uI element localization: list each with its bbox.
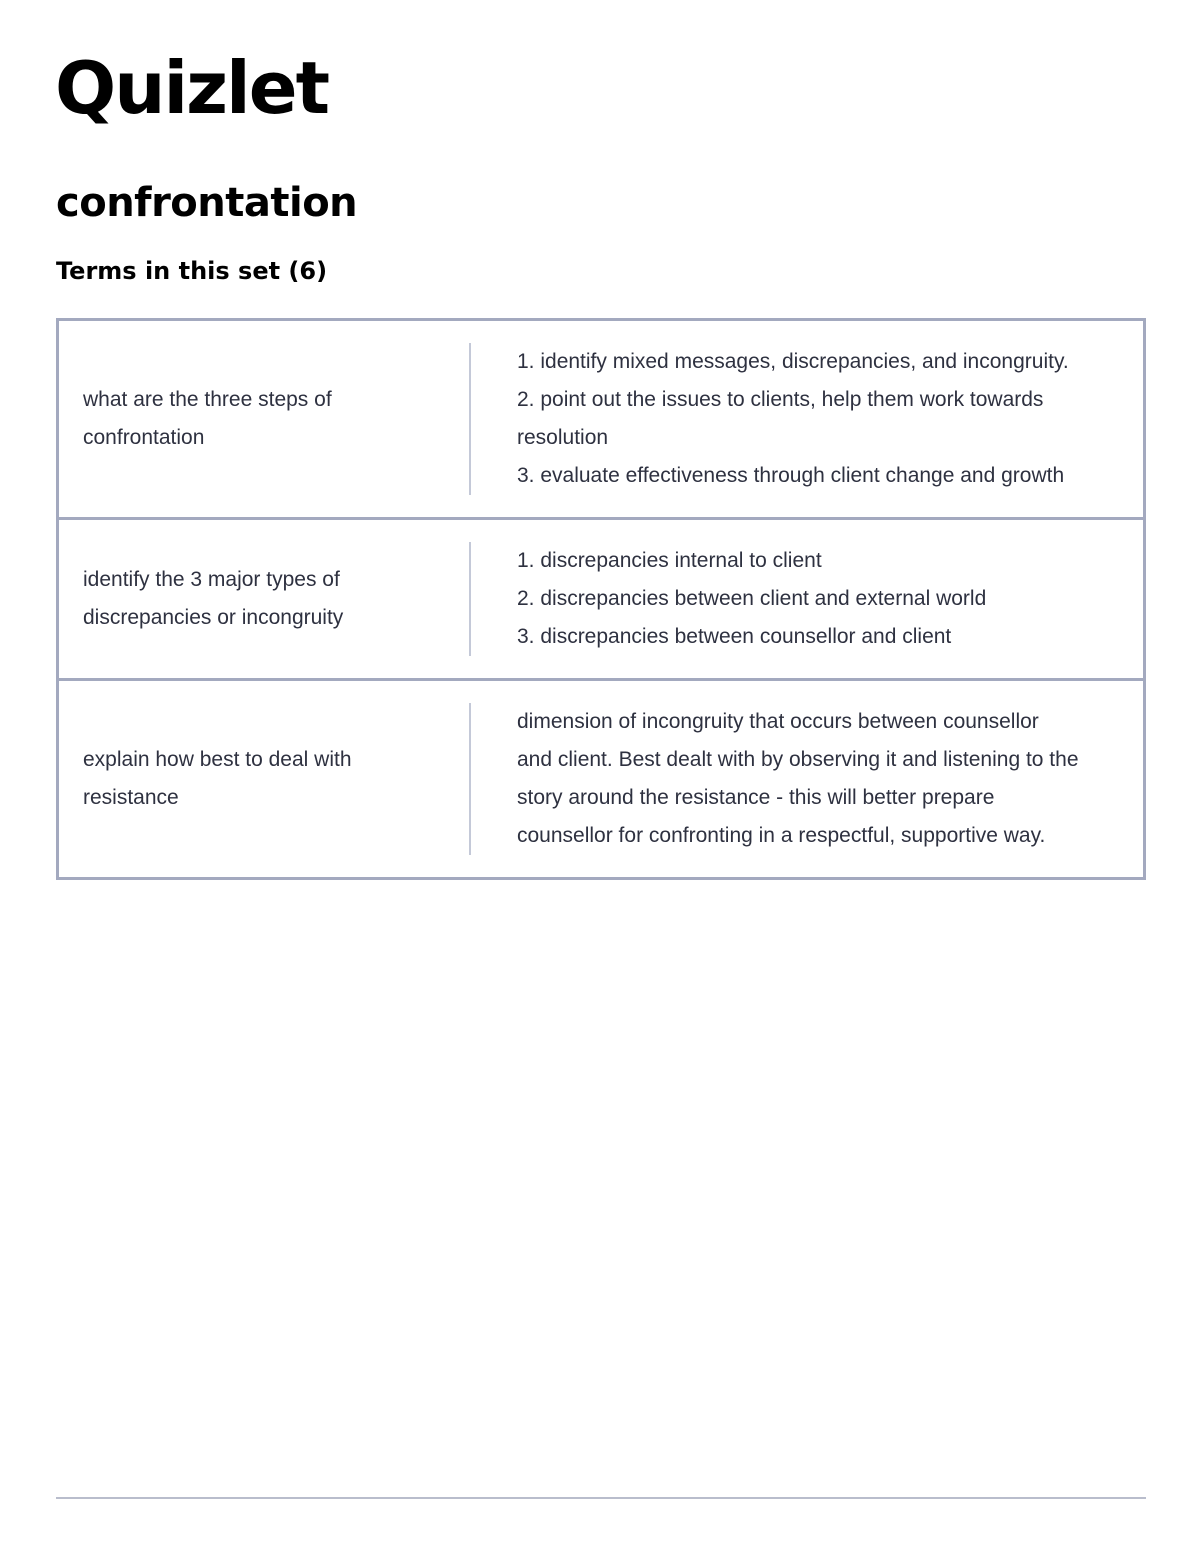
- quizlet-logo: Quizlet: [55, 46, 328, 130]
- flashcard-row: [56, 520, 1146, 681]
- definition-line: 3. discrepancies between counsellor and client: [517, 625, 952, 648]
- definition-line: 3. evaluate effectiveness through client change and growth: [517, 464, 1065, 487]
- definition-line: dimension of incongruity that occurs between counsellor and client. Best dealt with by observing it and listening to the story around the resistance - this will better prepare counsellor for confronting in a respectful, supportive way.: [517, 710, 1079, 847]
- definition-text: [471, 542, 1143, 656]
- definition-line: 2. discrepancies between client and external world: [517, 587, 987, 610]
- definition-line: 2. point out the issues to clients, help them work towards resolution: [517, 388, 1044, 449]
- set-title: confrontation: [56, 180, 358, 226]
- definition-line: 1. identify mixed messages, discrepancies, and incongruity.: [517, 350, 1069, 373]
- definition-text: [471, 343, 1143, 495]
- flashcard-list: [56, 318, 1146, 880]
- terms-heading: Terms in this set (6): [56, 257, 328, 285]
- definition-text: [471, 703, 1143, 855]
- term-text: identify the 3 major types of discrepancies or incongruity: [83, 568, 344, 629]
- flashcard-row: [56, 681, 1146, 880]
- definition-line: 1. discrepancies internal to client: [517, 549, 822, 572]
- footer-divider: [56, 1497, 1146, 1499]
- term-text: explain how best to deal with resistance: [83, 748, 352, 809]
- flashcard-row: [56, 318, 1146, 520]
- term-text: what are the three steps of confrontation: [83, 388, 332, 449]
